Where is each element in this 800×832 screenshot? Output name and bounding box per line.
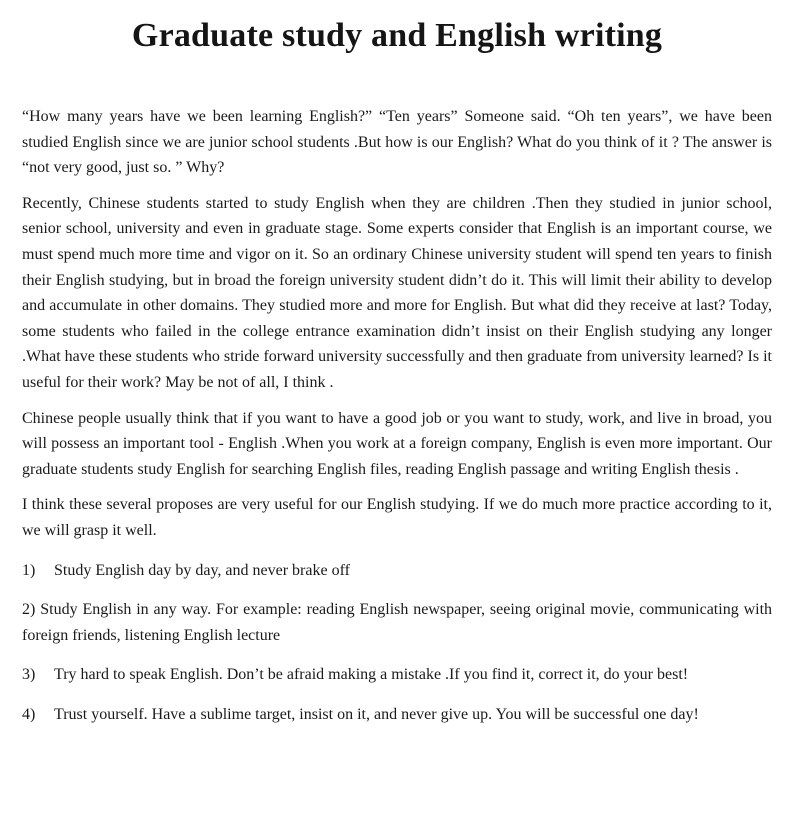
list-item-text: Study English in any way. For example: reading English newspaper, seeing original movie, communicating with foreign friends, listening English lecture [22, 601, 773, 644]
list-item-text: Trust yourself. Have a sublime target, insist on it, and never give up. You will be successful one day! [54, 705, 699, 723]
list-item [22, 702, 772, 728]
list-item [22, 597, 772, 648]
list-item-number: 3) [22, 666, 36, 684]
list-item-text: Study English day by day, and never brake off [54, 561, 350, 579]
paragraph-recently: Recently, Chinese students started to study English when they are children .Then they studied in junior school, senior school, university and even in graduate stage. Some experts consider that English is an important course, we must spend much more time and vigor on it. So an ordinary Chinese university student will spend ten years to finish their English studying, but in broad the foreign university student didn’t do it. This will limit their ability to develop and accumulate in other domains. They studied more and more for English. But what did they receive at last? Today, some students who failed in the college entrance examination didn’t insist on their English studying any longer .What have these students who stride forward university successfully and then graduate from university learned? Is it useful for their work? May be not of all, I think . [22, 194, 772, 391]
list-item [22, 558, 772, 584]
list-item-number: 4) [22, 705, 36, 723]
document-body [22, 104, 772, 727]
paragraph-proposes: I think these several proposes are very useful for our English studying. If we do much more practice according to it, we will grasp it well. [22, 496, 772, 539]
list-item-number: 1) [22, 561, 36, 579]
document-title: Graduate study and English writing [131, 17, 663, 54]
list-item-number: 2) [22, 601, 41, 619]
paragraph-intro: “How many years have we been learning English?” “Ten years” Someone said. “Oh ten years”, we have been studied English since we are junior school students .But how is our English? What do you think of it ? The answer is “not very good, just so. ” Why? [22, 108, 772, 177]
paragraph-chinese-people: Chinese people usually think that if you want to have a good job or you want to study, work, and live in broad, you will possess an important tool - English .When you work at a foreign company, English is even more important. Our graduate students study English for searching English files, reading English passage and writing English thesis . [22, 409, 772, 478]
list-item [22, 662, 772, 688]
list-item-text: Try hard to speak English. Don’t be afraid making a mistake .If you find it, correct it, do your best! [54, 666, 689, 684]
